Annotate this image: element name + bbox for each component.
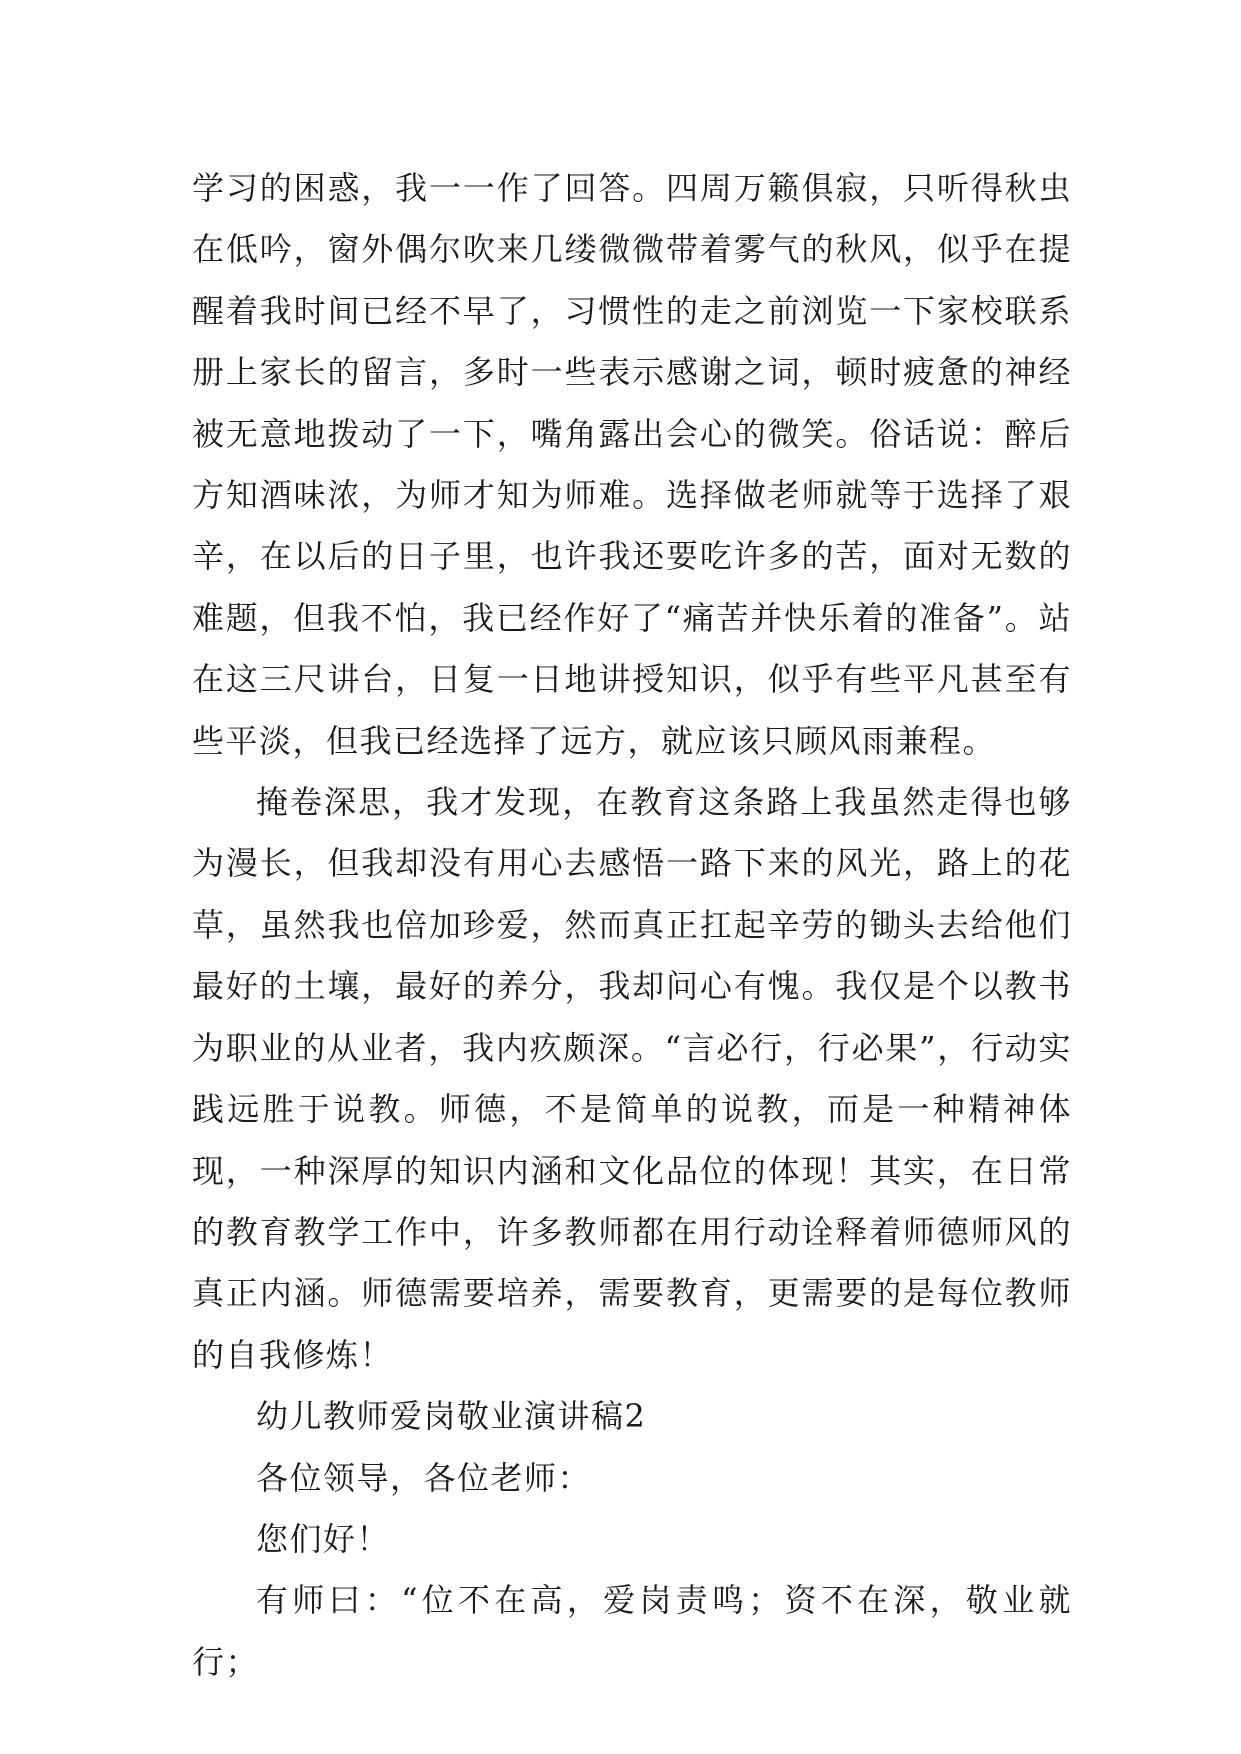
salutation: 各位领导，各位老师： bbox=[256, 1458, 592, 1497]
document-body bbox=[192, 158, 1072, 1693]
paragraph-quote: 有师曰：“位不在高，爱岗责鸣；资不在深，敬业就行； bbox=[192, 1581, 1072, 1681]
greeting: 您们好！ bbox=[256, 1519, 391, 1558]
paragraph-reflection: 掩卷深思，我才发现，在教育这条路上我虽然走得也够为漫长，但我却没有用心去感悟一路下来的风光，路上的花草，虽然我也倍加珍爱，然而真正扛起辛劳的锄头去给他们最好的土壤，最好的养分，我却问心有愧。我仅是个以教书为职业的从业者，我内疚颇深。“言必行，行必果”，行动实践远胜于说教。师德，不是简单的说教，而是一种精神体现，一种深厚的知识内涵和文化品位的体现！其实，在日常的教育教学工作中，许多教师都在用行动诠释着师德师风的真正内涵。师德需要培养，需要教育，更需要的是每位教师的自我修炼！ bbox=[192, 783, 1072, 1374]
paragraph-continuation: 学习的困惑，我一一作了回答。四周万籁俱寂，只听得秋虫在低吟，窗外偶尔吹来几缕微微带着雾气的秋风，似乎在提醒着我时间已经不早了，习惯性的走之前浏览一下家校联系册上家长的留言，多时一些表示感谢之词，顿时疲惫的神经被无意地拨动了一下，嘴角露出会心的微笑。俗话说：醉后方知酒味浓，为师才知为师难。选择做老师就等于选择了艰辛，在以后的日子里，也许我还要吃许多的苦，面对无数的难题，但我不怕，我已经作好了“痛苦并快乐着的准备”。站在这三尺讲台，日复一日地讲授知识，似乎有些平凡甚至有些平淡，但我已经选择了远方，就应该只顾风雨兼程。 bbox=[192, 169, 1072, 760]
speech-title: 幼儿教师爱岗敬业演讲稿2 bbox=[256, 1397, 647, 1436]
